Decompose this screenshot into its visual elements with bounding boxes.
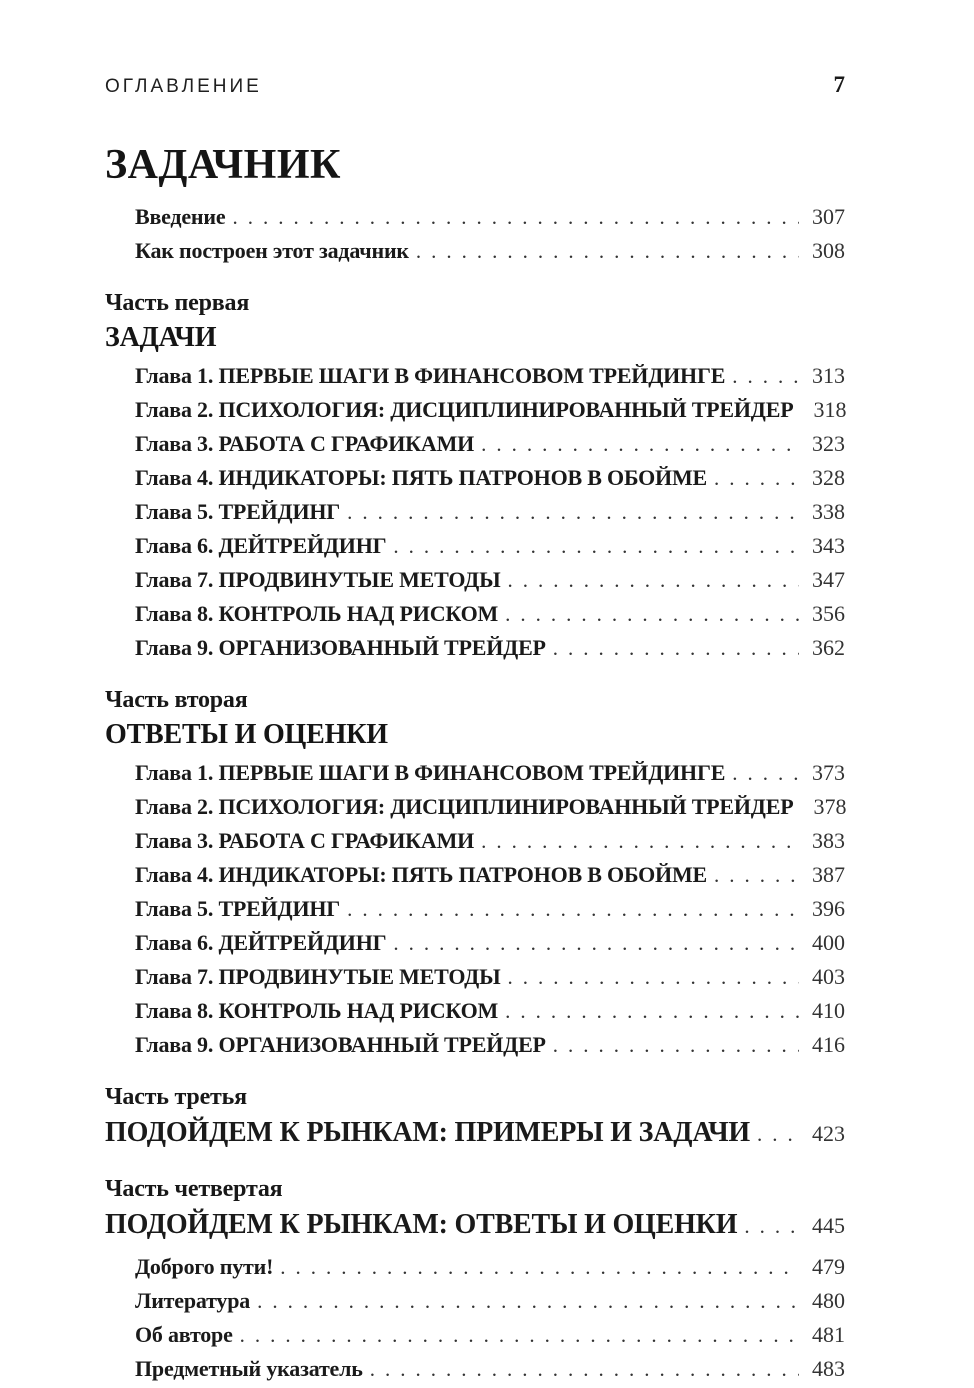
toc-entry-page: 338	[812, 499, 845, 524]
toc-entry	[105, 359, 845, 393]
toc-entry	[105, 200, 845, 234]
toc-entry-page: 347	[812, 567, 845, 592]
toc-entry	[105, 790, 845, 824]
part-title: ПОДОЙДЕМ К РЫНКАМ: ПРИМЕРЫ И ЗАДАЧИ	[105, 1117, 751, 1148]
toc-entry-label: Как построен этот задачник	[135, 238, 409, 263]
toc-entry	[105, 427, 845, 461]
toc-entry-page: 383	[812, 828, 845, 853]
toc-entry-page: 362	[812, 635, 845, 660]
toc-entry	[105, 234, 845, 268]
toc-entry-page: 308	[812, 238, 845, 263]
toc-entry-page: 373	[812, 760, 845, 785]
dot-leader	[347, 892, 799, 926]
toc-entry	[105, 1028, 845, 1062]
toc-entry	[105, 529, 845, 563]
toc-entry	[105, 631, 845, 665]
toc-entry	[105, 756, 845, 790]
toc-entry	[105, 994, 845, 1028]
toc-entry-label: Глава 8. КОНТРОЛЬ НАД РИСКОМ	[135, 998, 499, 1023]
toc-entry-label: Глава 9. ОРГАНИЗОВАННЫЙ ТРЕЙДЕР	[135, 1032, 546, 1057]
part-title: ПОДОЙДЕМ К РЫНКАМ: ОТВЕТЫ И ОЦЕНКИ	[105, 1209, 738, 1240]
part-title-entry	[105, 1113, 845, 1154]
toc-entry-label: Глава 4. ИНДИКАТОРЫ: ПЯТЬ ПАТРОНОВ В ОБОЙМЕ	[135, 862, 708, 887]
toc-entry	[105, 563, 845, 597]
dot-leader	[257, 1284, 799, 1318]
toc-part	[105, 288, 845, 665]
toc-entry-label: Об авторе	[135, 1322, 233, 1347]
dot-leader	[416, 234, 799, 268]
toc-entry	[105, 1318, 845, 1352]
dot-leader	[370, 1352, 799, 1386]
toc-part	[105, 1082, 845, 1154]
toc-entry	[105, 495, 845, 529]
dot-leader	[508, 563, 800, 597]
toc-entry-label: Глава 6. ДЕЙТРЕЙДИНГ	[135, 533, 387, 558]
toc-entry-page: 480	[812, 1288, 845, 1313]
part-label: Часть вторая	[105, 687, 248, 713]
toc-entry-page: 400	[812, 930, 845, 955]
toc-entry-page: 479	[812, 1254, 845, 1279]
part-label: Часть четвертая	[105, 1176, 283, 1202]
toc-entry-label: Литература	[135, 1288, 251, 1313]
dot-leader	[714, 461, 799, 495]
dot-leader	[714, 858, 799, 892]
part-label: Часть первая	[105, 290, 250, 316]
running-header-title: ОГЛАВЛЕНИЕ	[105, 76, 262, 97]
toc-entry-label: Глава 2. ПСИХОЛОГИЯ: ДИСЦИПЛИНИРОВАННЫЙ ТРЕЙДЕР	[135, 794, 794, 819]
dot-leader	[732, 756, 799, 790]
toc-entry-page: 378	[813, 794, 847, 819]
part-label: Часть третья	[105, 1084, 247, 1110]
toc-entry-page: 416	[812, 1032, 845, 1057]
toc-entry-page: 323	[812, 431, 845, 456]
toc-entry	[105, 960, 845, 994]
toc-entry-page: 307	[812, 204, 845, 229]
toc-entry-page: 356	[812, 601, 845, 626]
toc-entry-label: Глава 1. ПЕРВЫЕ ШАГИ В ФИНАНСОВОМ ТРЕЙДИНГЕ	[135, 363, 726, 388]
toc-entry-page: 423	[812, 1121, 845, 1146]
toc-entry-label: Глава 9. ОРГАНИЗОВАННЫЙ ТРЕЙДЕР	[135, 635, 546, 660]
toc-entry	[105, 926, 845, 960]
toc-entry	[105, 1352, 845, 1386]
toc-entry-page: 318	[813, 397, 847, 422]
dot-leader	[744, 1206, 799, 1246]
dot-leader	[505, 994, 799, 1028]
part-title: ЗАДАЧИ	[105, 322, 217, 353]
dot-leader	[757, 1114, 799, 1154]
toc-entry-label: Введение	[135, 204, 226, 229]
toc-entry	[105, 597, 845, 631]
toc-entry	[105, 858, 845, 892]
dot-leader	[240, 1318, 799, 1352]
toc-part	[105, 685, 845, 1062]
toc-entry-page: 403	[812, 964, 845, 989]
toc-part	[105, 1174, 845, 1246]
toc-entry-label: Глава 2. ПСИХОЛОГИЯ: ДИСЦИПЛИНИРОВАННЫЙ ТРЕЙДЕР	[135, 397, 794, 422]
chapter-list	[105, 756, 845, 1062]
toc-entry-label: Глава 8. КОНТРОЛЬ НАД РИСКОМ	[135, 601, 499, 626]
dot-leader	[505, 597, 799, 631]
dot-leader	[393, 529, 799, 563]
toc-entry	[105, 1250, 845, 1284]
closing-entries	[105, 1250, 845, 1386]
toc-entry-label: Глава 7. ПРОДВИНУТЫЕ МЕТОДЫ	[135, 567, 501, 592]
toc-entry-page: 387	[812, 862, 845, 887]
toc-entry-page: 483	[812, 1356, 845, 1381]
toc-entry-page: 410	[812, 998, 845, 1023]
toc-entry-page: 396	[812, 896, 845, 921]
toc-entry-label: Глава 3. РАБОТА С ГРАФИКАМИ	[135, 431, 475, 456]
part-title: ОТВЕТЫ И ОЦЕНКИ	[105, 719, 388, 750]
toc-entry	[105, 393, 845, 427]
dot-leader	[508, 960, 800, 994]
toc-entry	[105, 824, 845, 858]
part-title-entry	[105, 1205, 845, 1246]
toc-entry-label: Глава 3. РАБОТА С ГРАФИКАМИ	[135, 828, 475, 853]
running-header	[105, 72, 845, 98]
dot-leader	[553, 1028, 799, 1062]
dot-leader	[232, 200, 799, 234]
toc-entry-label: Доброго пути!	[135, 1254, 274, 1279]
section-title: ЗАДАЧНИК	[105, 142, 341, 188]
toc-entry-label: Глава 1. ПЕРВЫЕ ШАГИ В ФИНАНСОВОМ ТРЕЙДИНГЕ	[135, 760, 726, 785]
toc-entry-page: 343	[812, 533, 845, 558]
toc-entry	[105, 892, 845, 926]
dot-leader	[553, 631, 799, 665]
dot-leader	[280, 1250, 799, 1284]
toc-entry-label: Глава 5. ТРЕЙДИНГ	[135, 499, 341, 524]
toc-entry	[105, 1284, 845, 1318]
toc-entry-label: Глава 6. ДЕЙТРЕЙДИНГ	[135, 930, 387, 955]
dot-leader	[393, 926, 799, 960]
page-number: 7	[833, 72, 845, 97]
toc-entry-label: Глава 7. ПРОДВИНУТЫЕ МЕТОДЫ	[135, 964, 501, 989]
toc-entry-page: 445	[812, 1213, 845, 1238]
chapter-list	[105, 359, 845, 665]
toc-entry-label: Глава 5. ТРЕЙДИНГ	[135, 896, 341, 921]
dot-leader	[732, 359, 799, 393]
toc-entry	[105, 461, 845, 495]
dot-leader	[347, 495, 799, 529]
toc-entry-page: 481	[812, 1322, 845, 1347]
toc-entry-label: Глава 4. ИНДИКАТОРЫ: ПЯТЬ ПАТРОНОВ В ОБОЙМЕ	[135, 465, 708, 490]
dot-leader	[481, 427, 799, 461]
toc-entry-page: 313	[812, 363, 845, 388]
toc-entry-label: Предметный указатель	[135, 1356, 363, 1381]
toc-entry-page: 328	[812, 465, 845, 490]
dot-leader	[481, 824, 799, 858]
